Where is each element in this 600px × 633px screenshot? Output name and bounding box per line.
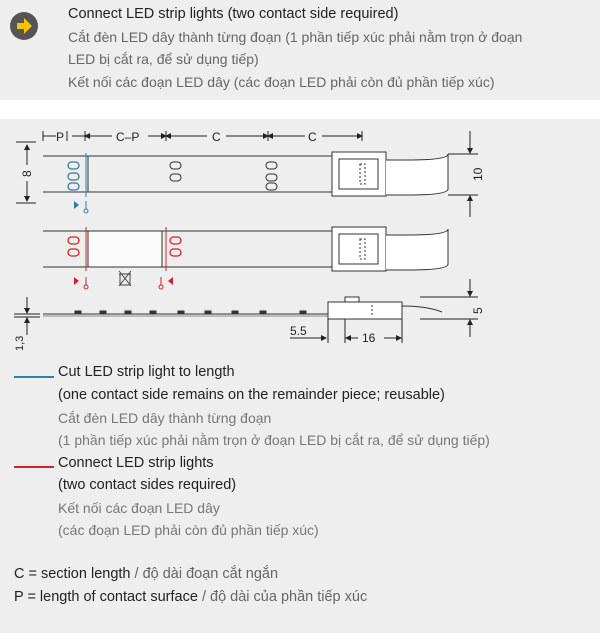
dim-8-label: 8 bbox=[20, 170, 34, 177]
dim-5-5-16 bbox=[290, 319, 402, 343]
definition-c bbox=[14, 566, 278, 582]
legend-cut-swatch bbox=[14, 376, 54, 378]
legend-cut-line1: Cut LED strip light to length bbox=[58, 364, 235, 380]
dim-16-label: 16 bbox=[362, 331, 376, 345]
legend-cut-line3: Cắt đèn LED dây thành từng đoạn bbox=[58, 410, 272, 426]
dim-5-label: 5 bbox=[471, 307, 485, 314]
legend-connect-line1: Connect LED strip lights bbox=[58, 455, 214, 471]
legend-cut-line2: (one contact side remains on the remainder piece; reusable) bbox=[58, 387, 445, 403]
strip-side-view bbox=[43, 297, 442, 319]
header-panel bbox=[0, 0, 600, 100]
scissors-icon bbox=[74, 277, 88, 289]
legend-cut-line4: (1 phần tiếp xúc phải nằm trọn ở đoạn LED bị cắt ra, để sử dụng tiếp) bbox=[58, 432, 490, 448]
definition-c-vi: / độ dài đoạn cắt ngắn bbox=[130, 566, 279, 582]
dim-c1-label: C bbox=[212, 130, 221, 144]
header-title-en: Connect LED strip lights (two contact side required) bbox=[68, 6, 399, 22]
dim-1-3-label: 1,3 bbox=[14, 335, 26, 351]
legend-connect-swatch bbox=[14, 466, 54, 468]
definition-p bbox=[14, 589, 367, 605]
strip-cut-pads-grey bbox=[170, 162, 277, 190]
legend-connect-line3: Kết nối các đoạn LED dây bbox=[58, 500, 220, 516]
dim-1-3 bbox=[14, 297, 40, 335]
trash-icon bbox=[119, 271, 131, 286]
dim-cp-label: C–P bbox=[116, 130, 140, 144]
strip-cut-pads bbox=[68, 162, 79, 190]
dim-p-label: P bbox=[56, 130, 65, 144]
dim-5-5-label: 5.5 bbox=[290, 324, 307, 338]
dim-10-label: 10 bbox=[471, 167, 485, 181]
legend-connect-line2: (two contact sides required) bbox=[58, 477, 237, 493]
definition-p-vi: / độ dài của phần tiếp xúc bbox=[197, 589, 368, 605]
scissors-icon bbox=[159, 277, 173, 289]
header-title-vi-1: Cắt đèn LED dây thành từng đoạn (1 phần tiếp xúc phải nằm trọn ở đoạn bbox=[68, 29, 523, 45]
strip-cut bbox=[43, 152, 448, 196]
definition-c-en: C = section length bbox=[14, 566, 131, 582]
strip-connect bbox=[43, 227, 448, 271]
arrow-right-icon bbox=[9, 11, 39, 41]
header-title-vi-2: LED bị cắt ra, để sử dụng tiếp) bbox=[68, 51, 259, 67]
header-title-vi-3: Kết nối các đoạn LED dây (các đoạn LED phải còn đủ phần tiếp xúc) bbox=[68, 74, 495, 90]
legend-connect-line4: (các đoạn LED phải còn đủ phần tiếp xúc) bbox=[58, 522, 319, 538]
dim-c2-label: C bbox=[308, 130, 317, 144]
definition-p-en: P = length of contact surface bbox=[14, 589, 198, 605]
scissors-icon bbox=[74, 201, 88, 213]
led-strip-diagram bbox=[0, 119, 600, 359]
diagram-panel bbox=[0, 119, 600, 633]
